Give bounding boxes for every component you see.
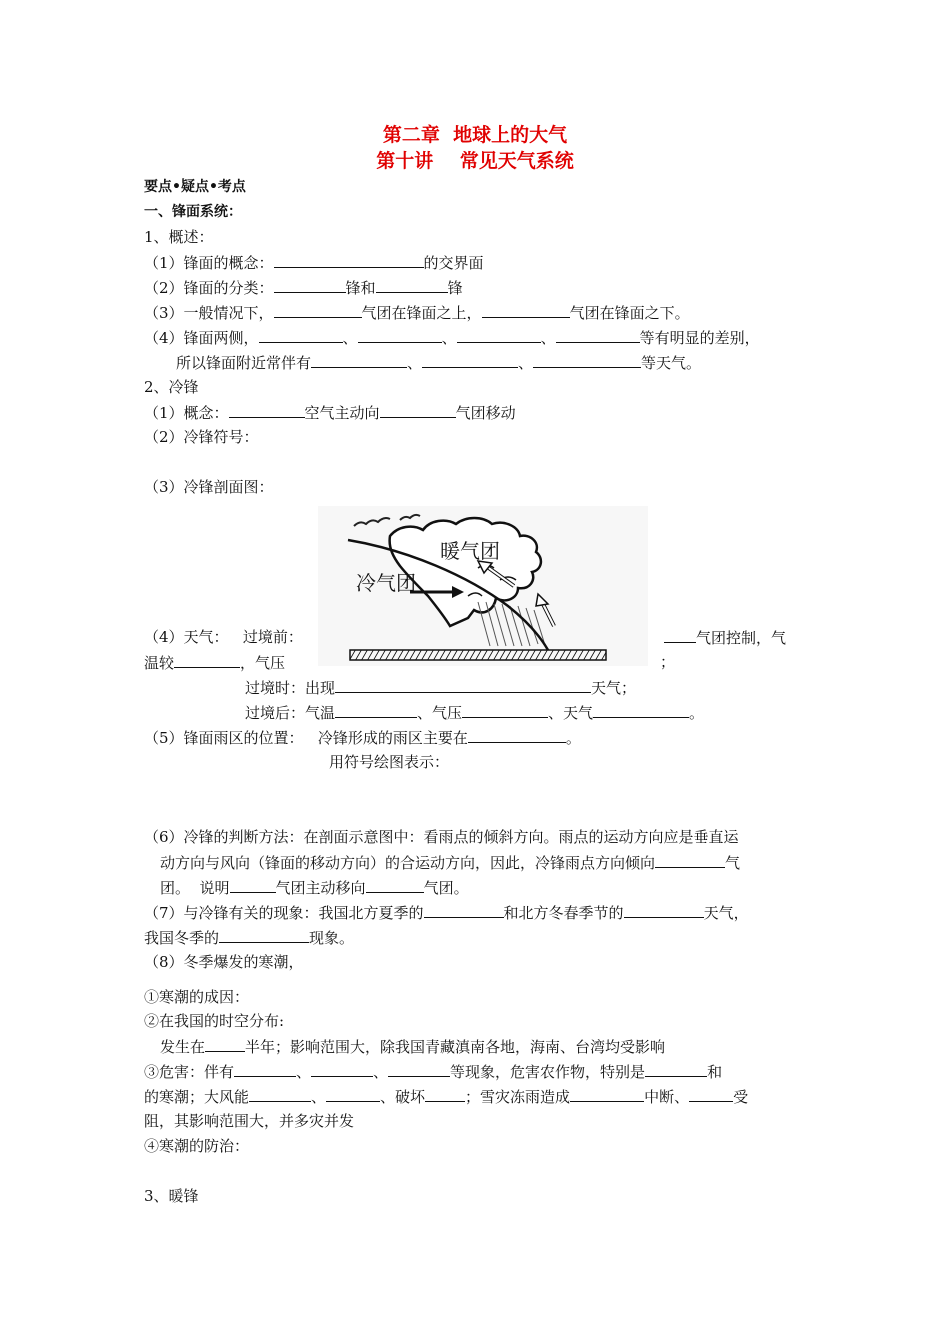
blank[interactable]: [376, 278, 448, 293]
line-air-mass-position: （3）一般情况下， 气团在锋面之上， 气团在锋面之下。: [144, 304, 690, 322]
line-cold-wave: （8）冬季爆发的寒潮，: [144, 953, 304, 971]
blank[interactable]: [219, 928, 309, 943]
blank[interactable]: [358, 328, 442, 343]
blank[interactable]: [462, 703, 548, 718]
blank[interactable]: [457, 328, 541, 343]
blank[interactable]: [424, 903, 504, 918]
line-front-differences: （4）锋面两侧， 、 、 、 等有明显的差别，: [144, 329, 760, 347]
line-draw-symbol: 用符号绘图表示：: [329, 753, 450, 771]
subheading: 要点•疑点•考点: [144, 179, 246, 195]
blank[interactable]: [311, 353, 407, 368]
blank[interactable]: [335, 678, 591, 693]
line-related-phenomena-2: 我国冬季的 现象。: [144, 929, 355, 947]
blank[interactable]: [326, 1087, 380, 1102]
blank[interactable]: [274, 303, 362, 318]
line-cold-front-symbol: （2）冷锋符号：: [144, 428, 259, 446]
blank[interactable]: [174, 653, 240, 668]
warm-air-mass-label: 暖气团: [440, 539, 500, 563]
line-rain-area: （5）锋面雨区的位置： 冷锋形成的雨区主要在 。: [144, 729, 581, 747]
blank[interactable]: [664, 628, 696, 643]
line-cold-wave-harm-2: 的寒潮；大风能 、 、破坏 ；雪灾冻雨造成 中断、 受: [144, 1088, 749, 1106]
line-cold-wave-occurrence: 发生在 半年；影响范围大，除我国青藏滇南各地，海南、台湾均受影响: [160, 1038, 666, 1056]
blank[interactable]: [556, 328, 640, 343]
blank[interactable]: [422, 353, 518, 368]
blank[interactable]: [570, 1087, 644, 1102]
line-weather-before-tail: 气团控制，气: [664, 628, 786, 647]
line-cold-wave-distribution: ②在我国的时空分布:: [144, 1012, 285, 1030]
line-front-types: （2）锋面的分类： 锋和 锋: [144, 279, 463, 297]
line-cold-front-section: （3）冷锋剖面图：: [144, 478, 274, 496]
line-cold-wave-cause: ①寒潮的成因：: [144, 988, 250, 1006]
line-weather-before-label: （4）天气： 过境前：: [144, 628, 303, 646]
line-cold-front-concept: （1）概念： 空气主动向 气团移动: [144, 404, 516, 422]
line-weather-after: 过境后：气温 、气压 、天气 。: [245, 704, 705, 722]
blank[interactable]: [645, 1062, 707, 1077]
blank[interactable]: [593, 703, 689, 718]
overview-heading: 1、概述：: [144, 228, 214, 246]
blank[interactable]: [468, 728, 566, 743]
blank[interactable]: [205, 1037, 245, 1052]
line-cold-wave-harm-3: 阻，其影响范围大，并多灾并发: [144, 1112, 355, 1130]
line-weather-semicolon: ；: [660, 653, 676, 671]
warm-front-heading: 3、暖锋: [144, 1187, 199, 1205]
line-cold-wave-prevention: ④寒潮的防治：: [144, 1137, 250, 1155]
blank[interactable]: [655, 853, 725, 868]
blank[interactable]: [335, 703, 417, 718]
line-front-weather: 所以锋面附近常伴有 、 、 等天气。: [176, 354, 702, 372]
cold-front-heading: 2、冷锋: [144, 378, 199, 396]
line-weather-during: 过境时：出现 天气；: [245, 679, 637, 697]
blank[interactable]: [689, 1087, 733, 1102]
section-heading-front-system: 一、锋面系统：: [144, 204, 242, 220]
blank[interactable]: [311, 1062, 373, 1077]
blank[interactable]: [249, 1087, 311, 1102]
blank[interactable]: [274, 253, 424, 268]
cold-air-mass-label: 冷气团: [356, 571, 416, 595]
blank[interactable]: [259, 328, 343, 343]
line-front-concept: （1）锋面的概念： 的交界面: [144, 254, 484, 272]
lesson-title: 第十讲 常见天气系统: [376, 150, 574, 172]
line-judge-method-3: 团。 说明 气团主动移向 气团。: [160, 879, 469, 897]
line-judge-method-1: （6）冷锋的判断方法：在剖面示意图中：看雨点的倾斜方向。雨点的运动方向应是垂直运: [144, 828, 739, 846]
line-judge-method-2: 动方向与风向（锋面的移动方向）的合运动方向，因此，冷锋雨点方向倾向 气: [160, 854, 741, 872]
blank[interactable]: [366, 878, 424, 893]
blank[interactable]: [533, 353, 641, 368]
blank[interactable]: [425, 1087, 465, 1102]
line-cold-wave-harm-1: ③危害：伴有 、 、 等现象，危害农作物，特别是 和: [144, 1063, 723, 1081]
blank[interactable]: [388, 1062, 450, 1077]
blank[interactable]: [482, 303, 570, 318]
blank[interactable]: [624, 903, 704, 918]
blank[interactable]: [229, 403, 305, 418]
blank[interactable]: [230, 878, 276, 893]
line-related-phenomena-1: （7）与冷锋有关的现象：我国北方夏季的 和北方冬春季节的 天气，: [144, 904, 749, 922]
cold-front-diagram: [318, 506, 648, 666]
chapter-title: 第二章 地球上的大气: [382, 124, 568, 146]
blank[interactable]: [274, 278, 346, 293]
blank[interactable]: [380, 403, 456, 418]
line-weather-temp: 温较 ，气压: [144, 654, 286, 672]
blank[interactable]: [234, 1062, 296, 1077]
